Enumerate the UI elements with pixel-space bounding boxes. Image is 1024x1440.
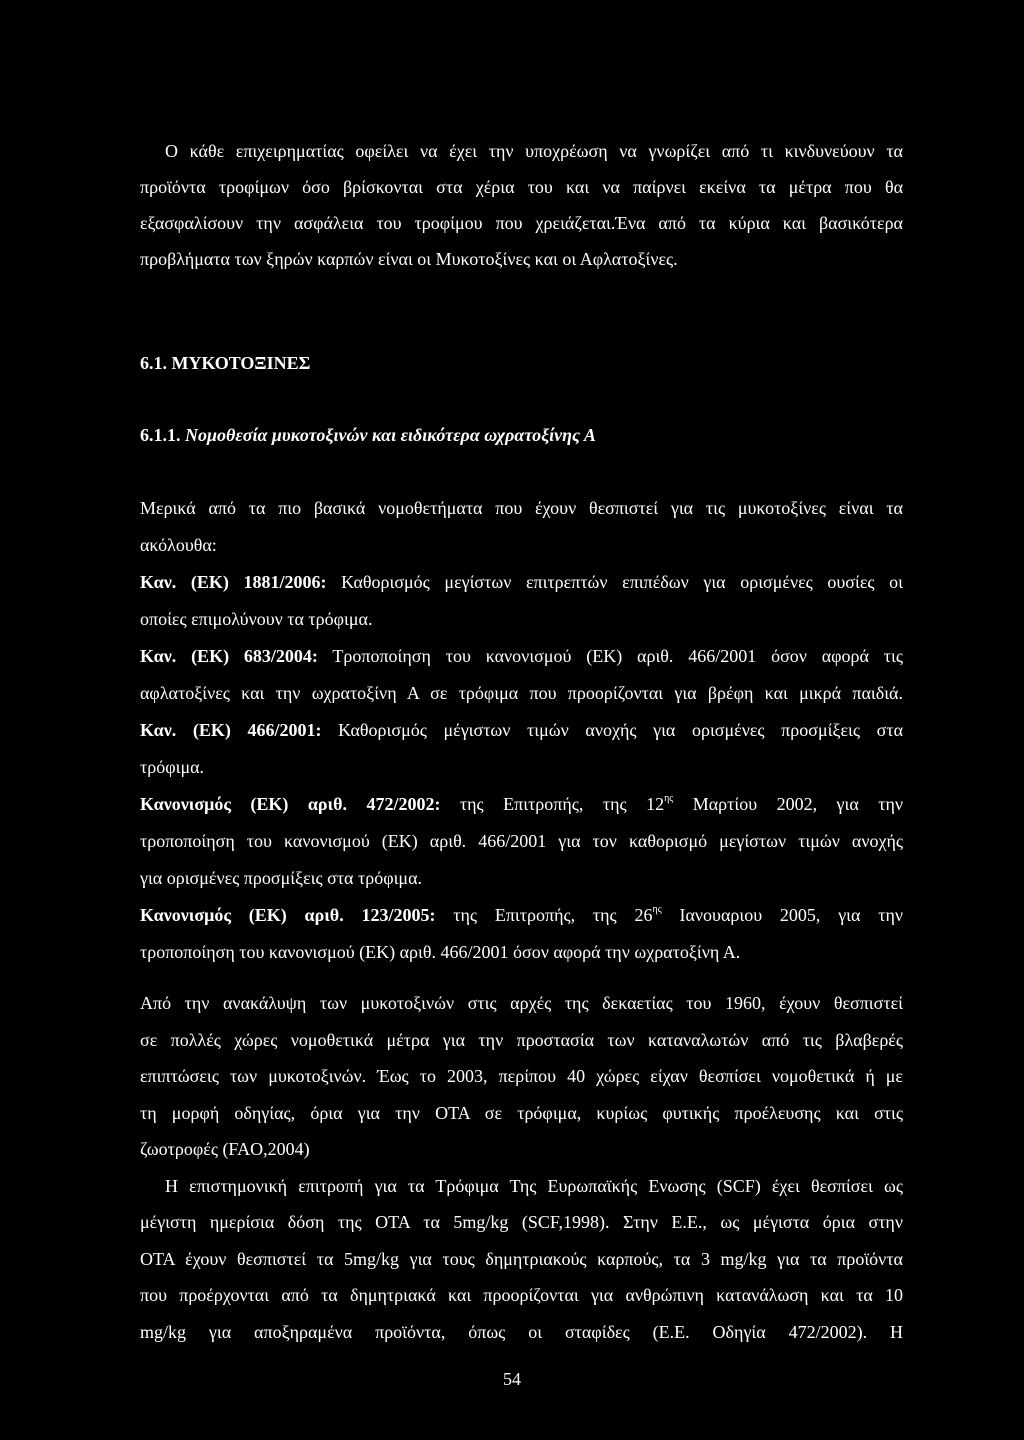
intro-line: εξασφαλίσουν την ασφάλεια του τροφίμου που χρειάζεται.Ένα από τα κύρια και βασικότερα	[140, 213, 903, 233]
closing-line: ζωοτροφές (FAO,2004)	[140, 1139, 310, 1159]
closing-line: Από την ανακάλυψη των μυκοτοξινών στις αρχές της δεκαετίας του 1960, έχουν θεσπιστεί	[140, 993, 903, 1013]
intro-paragraph	[140, 133, 903, 277]
legislation-intro-line: ακόλουθα:	[140, 535, 217, 555]
ordinal-suffix: ης	[664, 793, 674, 804]
regulation-text: Μαρτίου 2002, για την	[692, 794, 903, 814]
regulation-ref: Κανονισμός (ΕΚ) αριθ. 472/2002:	[140, 794, 441, 814]
ordinal-suffix: ης	[652, 904, 662, 915]
subsection-title: Νομοθεσία μυκοτοξινών και ειδικότερα ωχρατοξίνης Α	[185, 425, 596, 445]
regulation-text: Τροποποίηση του κανονισμού (ΕΚ) αριθ. 466/2001 όσον αφορά τις	[332, 646, 903, 666]
regulation-text: για ορισμένες προσμίξεις στα τρόφιμα.	[140, 868, 423, 888]
closing-line: επιπτώσεις των μυκοτοξινών. Έως το 2003, περίπου 40 χώρες είχαν θεσπίσει νομοθετικά ή με	[140, 1066, 903, 1086]
regulation-text: τροποποίηση του κανονισμού (ΕΚ) αριθ. 466/2001 για τον καθορισμό μεγίστων τιμών ανοχής	[140, 831, 903, 851]
regulation-ref: Καν. (ΕΚ) 683/2004:	[140, 646, 318, 666]
regulation-text: Καθορισμός μέγιστων τιμών ανοχής για ορισμένες προσμίξεις στα	[338, 720, 903, 740]
closing-line: ΟΤΑ έχουν θεσπιστεί τα 5mg/kg για τους δημητριακούς καρπούς, τα 3 mg/kg για τα προϊόντα	[140, 1248, 903, 1269]
closing-paragraphs	[140, 985, 903, 1350]
closing-line: σε πολλές χώρες νομοθετικά μέτρα για την προστασία των καταναλωτών από τις βλαβερές	[140, 1029, 903, 1050]
regulation-entry	[140, 786, 903, 823]
page-number: 54	[503, 1369, 521, 1389]
regulation-ref: Κανονισμός (ΕΚ) αριθ. 123/2005:	[140, 905, 436, 925]
legislation-intro-line: Μερικά από τα πιο βασικά νομοθετήματα που έχουν θεσπιστεί για τις μυκοτοξίνες είναι τα	[140, 498, 903, 518]
regulation-text: Καθορισμός μεγίστων επιτρεπτών επιπέδων για ορισμένες ουσίες οι	[341, 572, 904, 592]
closing-line: που προέρχονται από τα δημητριακά και προορίζονται για ανθρώπινη κατανάλωση και τα 10	[140, 1285, 903, 1305]
regulation-text: τροποποίηση του κανονισμού (ΕΚ) αριθ. 466/2001 όσον αφορά την ωχρατοξίνη Α.	[140, 942, 741, 962]
regulation-entry	[140, 564, 903, 601]
regulation-text: Ιανουαριου 2005, για την	[679, 905, 904, 925]
regulation-ref: Καν. (ΕΚ) 466/2001:	[140, 720, 322, 740]
regulation-ref: Καν. (ΕΚ) 1881/2006:	[140, 572, 327, 592]
regulation-text: της Επιτροπής, της 26	[453, 905, 653, 925]
regulation-text: τρόφιμα.	[140, 757, 205, 777]
subsection-number: 6.1.1.	[140, 425, 181, 445]
intro-line: προβλήματα των ξηρών καρπών είναι οι Μυκοτοξίνες και οι Αφλατοξίνες.	[140, 249, 678, 269]
legislation-list	[140, 490, 903, 971]
regulation-entry	[140, 638, 903, 675]
closing-line: Η επιστημονική επιτροπή για τα Τρόφιμα Της Ευρωπαϊκής Ενωσης (SCF) έχει θεσπίσει ως	[165, 1175, 903, 1196]
closing-line: mg/kg για αποξηραμένα προϊόντα, όπως οι σταφίδες (Ε.Ε. Οδηγία 472/2002). Η	[140, 1321, 903, 1342]
closing-line: μέγιστη ημερίσια δόση της ΟΤΑ τα 5mg/kg (SCF,1998). Στην Ε.Ε., ως μέγιστα όρια στην	[140, 1212, 903, 1232]
regulation-text: οποίες επιμολύνουν τα τρόφιμα.	[140, 609, 373, 629]
intro-line: προϊόντα τροφίμων όσο βρίσκονται στα χέρια του και να παίρνει εκείνα τα μέτρα που θα	[140, 177, 903, 197]
regulation-entry	[140, 712, 903, 749]
intro-line: Ο κάθε επιχειρηματίας οφείλει να έχει την υποχρέωση να γνωρίζει από τι κινδυνεύουν τα	[165, 141, 903, 161]
regulation-text: αφλατοξίνες και την ωχρατοξίνη Α σε τρόφιμα που προορίζονται για βρέφη και μικρά παιδιά.	[140, 683, 903, 703]
regulation-entry	[140, 897, 903, 934]
closing-line: τη μορφή οδηγίας, όρια για την ΟΤΑ σε τρόφιμα, κυρίως φυτικής προέλευσης και στις	[140, 1102, 903, 1123]
subsection-heading	[140, 425, 596, 446]
section-heading: 6.1. ΜΥΚΟΤΟΞΙΝΕΣ	[140, 353, 311, 373]
regulation-text: της Επιτροπής, της 12	[459, 794, 665, 814]
